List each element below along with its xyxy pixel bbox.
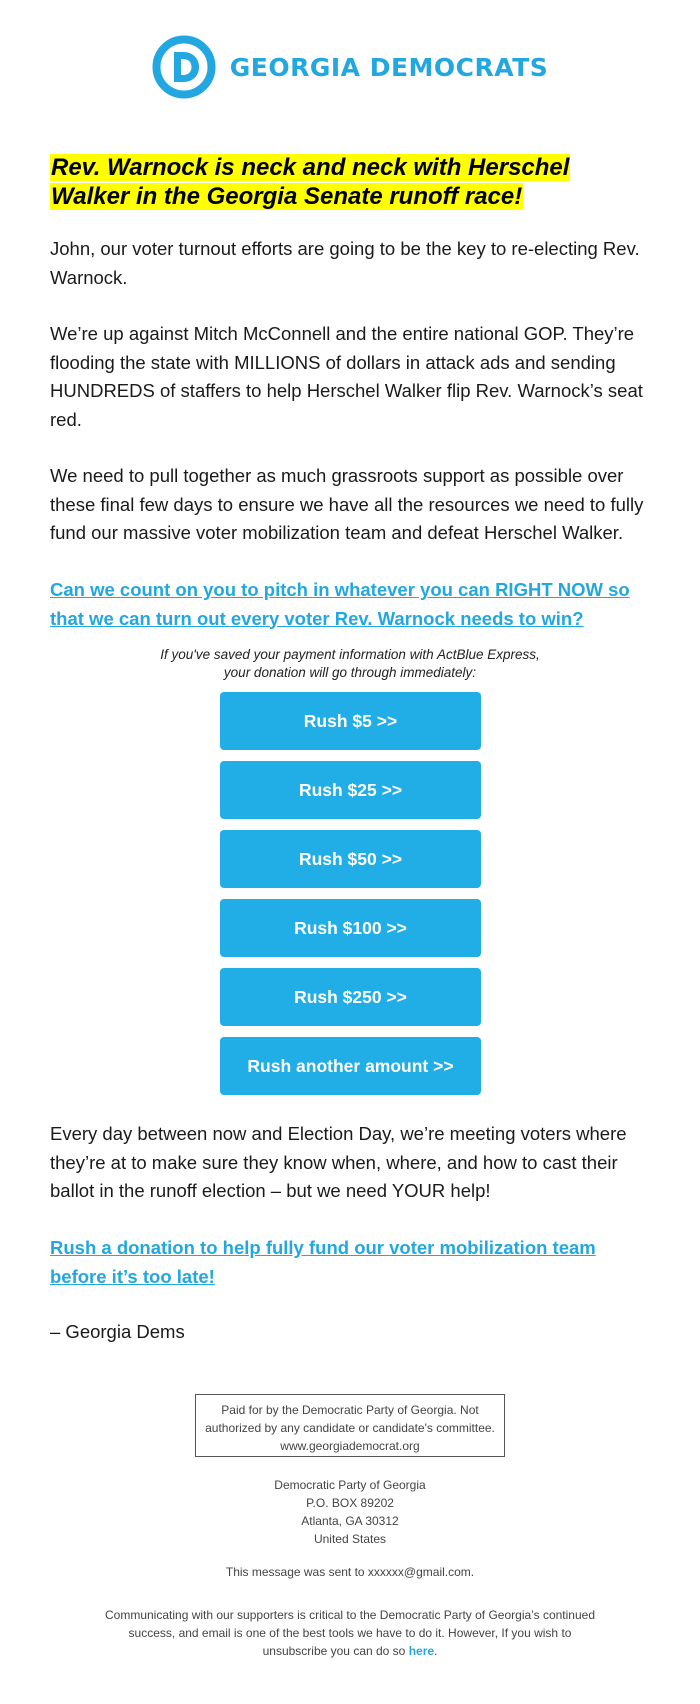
- democrats-d-logo-icon: [152, 35, 216, 99]
- body-paragraph-4: Every day between now and Election Day, we’re meeting voters where they’re at to make sure they know when, where, and how to cast their ballot in the runoff election – but we need YOUR help!: [50, 1123, 627, 1201]
- donate-5-button[interactable]: Rush $5 >>: [220, 692, 481, 750]
- disclaimer-line-3: www.georgiademocrat.org: [280, 1439, 420, 1453]
- headline-highlight: Rev. Warnock is neck and neck with Herschel Walker in the Georgia Senate runoff race!: [51, 154, 570, 210]
- address-line-4: United States: [313, 1532, 387, 1546]
- body-paragraph-2: We’re up against Mitch McConnell and the entire national GOP. They’re flooding the state with MILLIONS of dollars in attack ads and sending HUNDREDS of staffers to help Herschel Walker flip Rev. Warnock’s seat red.: [50, 323, 643, 430]
- actblue-note-line-1: If you've saved your payment information with ActBlue Express,: [160, 647, 540, 662]
- donate-250-button[interactable]: Rush $250 >>: [220, 968, 481, 1026]
- actblue-express-note: [0, 646, 700, 682]
- disclaimer-line-1: Paid for by the Democratic Party of Georgia. Not: [221, 1403, 479, 1417]
- headline: [50, 153, 650, 211]
- unsubscribe-text: Communicating with our supporters is critical to the Democratic Party of Georgia’s continued success, and email is one of the best tools we have to do it. However, If you wish to unsubscribe you can do so: [105, 1608, 595, 1658]
- body-paragraph-1: John, our voter turnout efforts are going to be the key to re-electing Rev. Warnock.: [50, 238, 640, 288]
- donate-cta-link[interactable]: Can we count on you to pitch in whatever you can RIGHT NOW so that we can turn out every voter Rev. Warnock needs to win?: [50, 579, 630, 629]
- donate-100-button[interactable]: Rush $100 >>: [220, 899, 481, 957]
- sent-to-notice: This message was sent to xxxxxx@gmail.com.: [225, 1565, 475, 1579]
- unsubscribe-notice: [98, 1606, 602, 1660]
- brand-name: GEORGIA DEMOCRATS: [229, 52, 549, 82]
- donate-other-amount-button[interactable]: Rush another amount >>: [220, 1037, 481, 1095]
- body-paragraph-3: We need to pull together as much grassroots support as possible over these final few days to ensure we have all the resources we need to fully fund our massive voter mobilization team and defeat Herschel Walker.: [50, 465, 644, 543]
- address-line-2: P.O. BOX 89202: [306, 1496, 394, 1510]
- header-logo: [0, 35, 700, 99]
- unsubscribe-link[interactable]: here: [408, 1644, 435, 1658]
- address-line-1: Democratic Party of Georgia: [274, 1478, 426, 1492]
- donate-25-button[interactable]: Rush $25 >>: [220, 761, 481, 819]
- address-line-3: Atlanta, GA 30312: [301, 1514, 399, 1528]
- signoff: – Georgia Dems: [50, 1321, 185, 1342]
- donate-cta-link-2[interactable]: Rush a donation to help fully fund our voter mobilization team before it’s too late!: [50, 1237, 596, 1287]
- paid-for-disclaimer: [195, 1394, 505, 1457]
- donate-50-button[interactable]: Rush $50 >>: [220, 830, 481, 888]
- disclaimer-line-2: authorized by any candidate or candidate's committee.: [205, 1421, 495, 1435]
- unsubscribe-end: .: [434, 1644, 438, 1658]
- actblue-note-line-2: your donation will go through immediately:: [223, 665, 477, 680]
- mailing-address: [0, 1476, 700, 1548]
